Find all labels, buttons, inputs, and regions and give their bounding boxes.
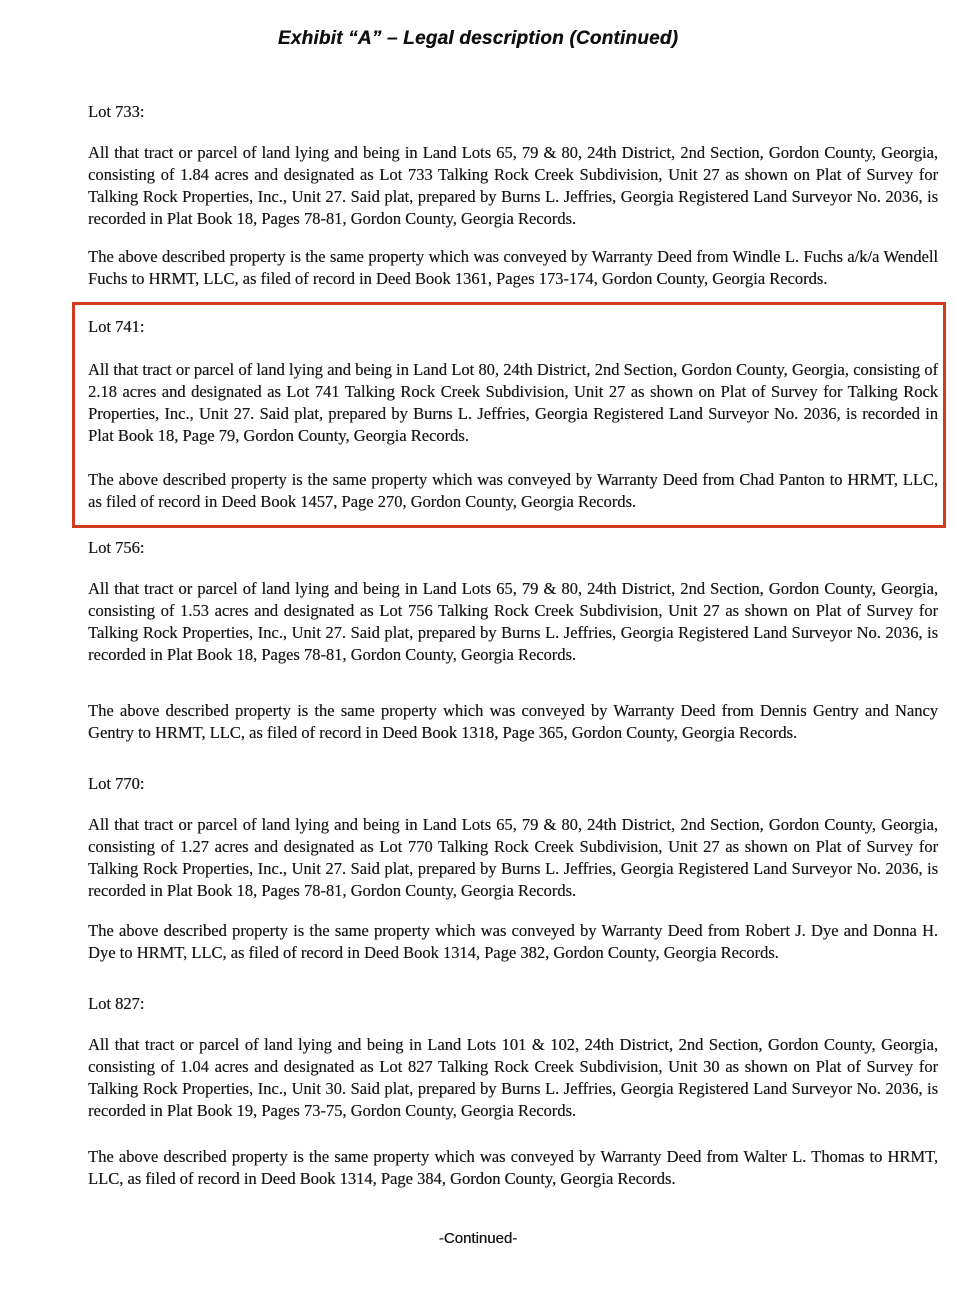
lot-733-description-paragraph: All that tract or parcel of land lying and being in Land Lots 65, 79 & 80, 24th District, 2nd Section, Gordon County, Georgia, consisting of 1.84 acres and designated as Lot 733 Talking Rock Creek Subdivision, Unit 27 as shown on Plat of Survey for Talking Rock Properties, Inc., Unit 27. Said plat, prepared by Burns L. Jeffries, Georgia Registered Land Surveyor No. 2036, is recorded in Plat Book 18, Pages 78-81, Gordon County, Georgia Records. xyxy=(88,143,938,228)
lot-827-section xyxy=(88,994,938,1190)
lot-733-label: Lot 733: xyxy=(88,102,145,121)
lot-770-section xyxy=(88,774,938,964)
lot-756-conveyance-paragraph: The above described property is the same property which was conveyed by Warranty Deed from Dennis Gentry and Nancy Gentry to HRMT, LLC, as filed of record in Deed Book 1318, Page 365, Gordon County, Georgia Records. xyxy=(88,701,938,742)
lot-741-description-paragraph: All that tract or parcel of land lying and being in Land Lot 80, 24th District, 2nd Section, Gordon County, Georgia, consisting of 2.18 acres and designated as Lot 741 Talking Rock Creek Subdivision, Unit 27 as shown on Plat of Survey for Talking Rock Properties, Inc., Unit 27. Said plat, prepared by Burns L. Jeffries, Georgia Registered Land Surveyor No. 2036, is recorded in Plat Book 18, Page 79, Gordon County, Georgia Records. xyxy=(88,360,938,445)
lot-827-description-paragraph: All that tract or parcel of land lying and being in Land Lots 101 & 102, 24th District, 2nd Section, Gordon County, Georgia, consisting of 1.04 acres and designated as Lot 827 Talking Rock Creek Subdivision, Unit 30 as shown on Plat of Survey for Talking Rock Properties, Inc., Unit 30. Said plat, prepared by Burns L. Jeffries, Georgia Registered Land Surveyor No. 2036, is recorded in Plat Book 19, Pages 73-75, Gordon County, Georgia Records. xyxy=(88,1035,938,1120)
continued-footer: -Continued- xyxy=(438,1230,518,1247)
lot-741-label: Lot 741: xyxy=(88,317,145,336)
page-title: Exhibit “A” – Legal description (Continued) xyxy=(277,28,679,49)
lot-756-description-paragraph: All that tract or parcel of land lying and being in Land Lots 65, 79 & 80, 24th District, 2nd Section, Gordon County, Georgia, consisting of 1.53 acres and designated as Lot 756 Talking Rock Creek Subdivision, Unit 27 as shown on Plat of Survey for Talking Rock Properties, Inc., Unit 27. Said plat, prepared by Burns L. Jeffries, Georgia Registered Land Surveyor No. 2036, is recorded in Plat Book 18, Pages 78-81, Gordon County, Georgia Records. xyxy=(88,579,938,664)
lot-770-label: Lot 770: xyxy=(88,774,145,793)
lot-733-section xyxy=(88,102,938,290)
lot-741-conveyance-paragraph: The above described property is the same property which was conveyed by Warranty Deed from Chad Panton to HRMT, LLC, as filed of record in Deed Book 1457, Page 270, Gordon County, Georgia Records. xyxy=(88,470,938,511)
lot-756-section xyxy=(88,538,938,744)
lot-770-description-paragraph: All that tract or parcel of land lying and being in Land Lots 65, 79 & 80, 24th District, 2nd Section, Gordon County, Georgia, consisting of 1.27 acres and designated as Lot 770 Talking Rock Creek Subdivision, Unit 27 as shown on Plat of Survey for Talking Rock Properties, Inc., Unit 27. Said plat, prepared by Burns L. Jeffries, Georgia Registered Land Surveyor No. 2036, is recorded in Plat Book 18, Pages 78-81, Gordon County, Georgia Records. xyxy=(88,815,938,900)
lot-770-conveyance-paragraph: The above described property is the same property which was conveyed by Warranty Deed from Robert J. Dye and Donna H. Dye to HRMT, LLC, as filed of record in Deed Book 1314, Page 382, Gordon County, Georgia Records. xyxy=(88,921,938,962)
lot-733-conveyance-paragraph: The above described property is the same property which was conveyed by Warranty Deed from Windle L. Fuchs a/k/a Wendell Fuchs to HRMT, LLC, as filed of record in Deed Book 1361, Pages 173-174, Gordon County, Georgia Records. xyxy=(88,247,938,288)
lot-741-section xyxy=(88,317,938,513)
lot-827-label: Lot 827: xyxy=(88,994,145,1013)
lot-827-conveyance-paragraph: The above described property is the same property which was conveyed by Warranty Deed from Walter L. Thomas to HRMT, LLC, as filed of record in Deed Book 1314, Page 384, Gordon County, Georgia Records. xyxy=(88,1147,938,1188)
highlight-box-lot-741 xyxy=(72,302,946,528)
lot-756-label: Lot 756: xyxy=(88,538,145,557)
